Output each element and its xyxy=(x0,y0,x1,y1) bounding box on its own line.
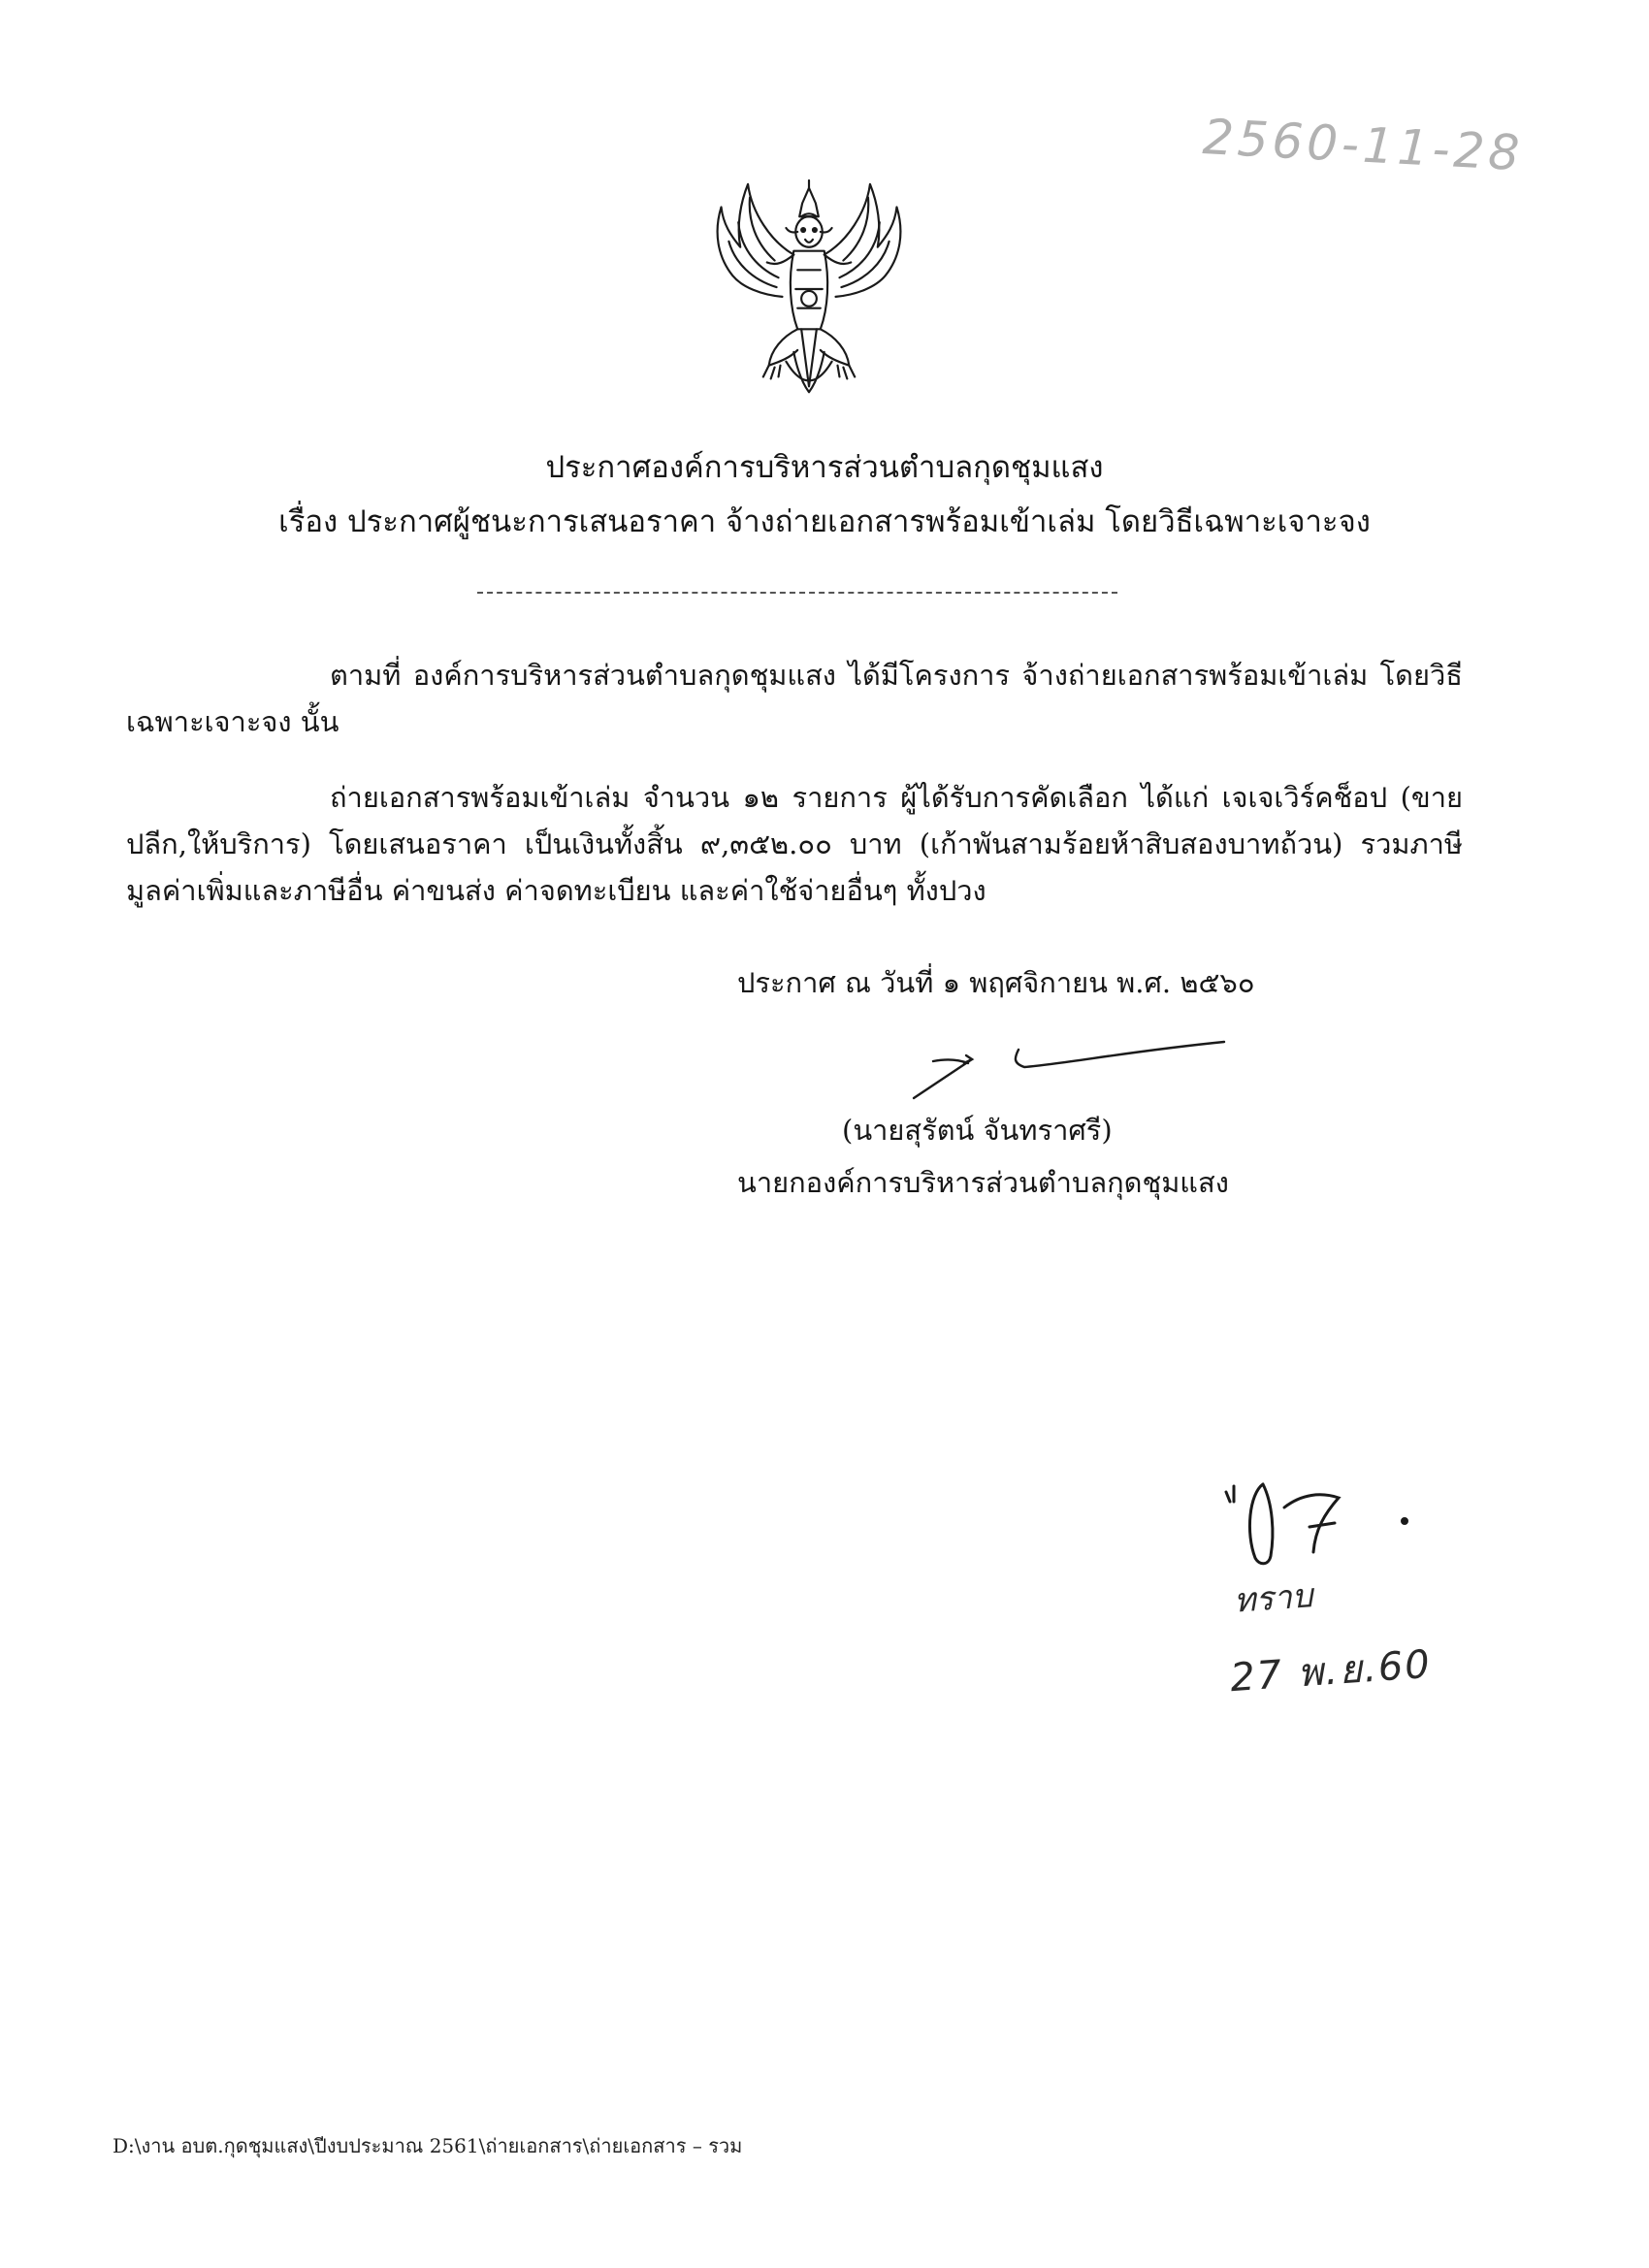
announcement-title: ประกาศองค์การบริหารส่วนตำบลกุดชุมแสง xyxy=(545,450,1104,485)
acknowledgement-date: 27 พ.ย.60 xyxy=(1228,1641,1434,1701)
signer-name: (นายสุรัตน์ จันทราศรี) xyxy=(842,1114,1113,1147)
handwritten-signature xyxy=(904,1034,1234,1112)
handwritten-initials xyxy=(1220,1465,1424,1571)
signer-title: นายกองค์การบริหารส่วนตำบลกุดชุมแสง xyxy=(737,1166,1229,1199)
separator-line xyxy=(477,592,1117,594)
footer-file-path: D:\งาน อบต.กุดชุมแสง\ปีงบประมาณ 2561\ถ่ายเอกสาร\ถ่ายเอกสาร – รวม xyxy=(113,2134,743,2157)
garuda-emblem-icon xyxy=(695,175,923,404)
acknowledgement-note: ทราบ xyxy=(1232,1576,1314,1621)
handwritten-reference-number: 2560-11-28 xyxy=(1201,109,1525,182)
announcement-date: ประกาศ ณ วันที่ ๑ พฤศจิกายน พ.ศ. ๒๕๖๐ xyxy=(737,966,1255,999)
announcement-subject: เรื่อง ประกาศผู้ชนะการเสนอราคา จ้างถ่ายเอกสารพร้อมเข้าเล่ม โดยวิธีเฉพาะเจาะจง xyxy=(278,504,1371,539)
body-paragraph-1: ตามที่ องค์การบริหารส่วนตำบลกุดชุมแสง ได้มีโครงการ จ้างถ่ายเอกสารพร้อมเข้าเล่ม โดยวิธีเฉพาะเจาะจง นั้น xyxy=(126,659,1463,738)
body-paragraph-2: ถ่ายเอกสารพร้อมเข้าเล่ม จำนวน ๑๒ รายการ ผู้ได้รับการคัดเลือก ได้แก่ เจเจเวิร์คช็อป (ขายปลีก,ให้บริการ) โดยเสนอราคา เป็นเงินทั้งสิ้น ๙,๓๕๒.๐๐ บาท (เก้าพันสามร้อยห้าสิบสองบาทถ้วน) รวมภาษีมูลค่าเพิ่มและภาษีอื่น ค่าขนส่ง ค่าจดทะเบียน และค่าใช้จ่ายอื่นๆ ทั้งปวง xyxy=(126,781,1463,907)
